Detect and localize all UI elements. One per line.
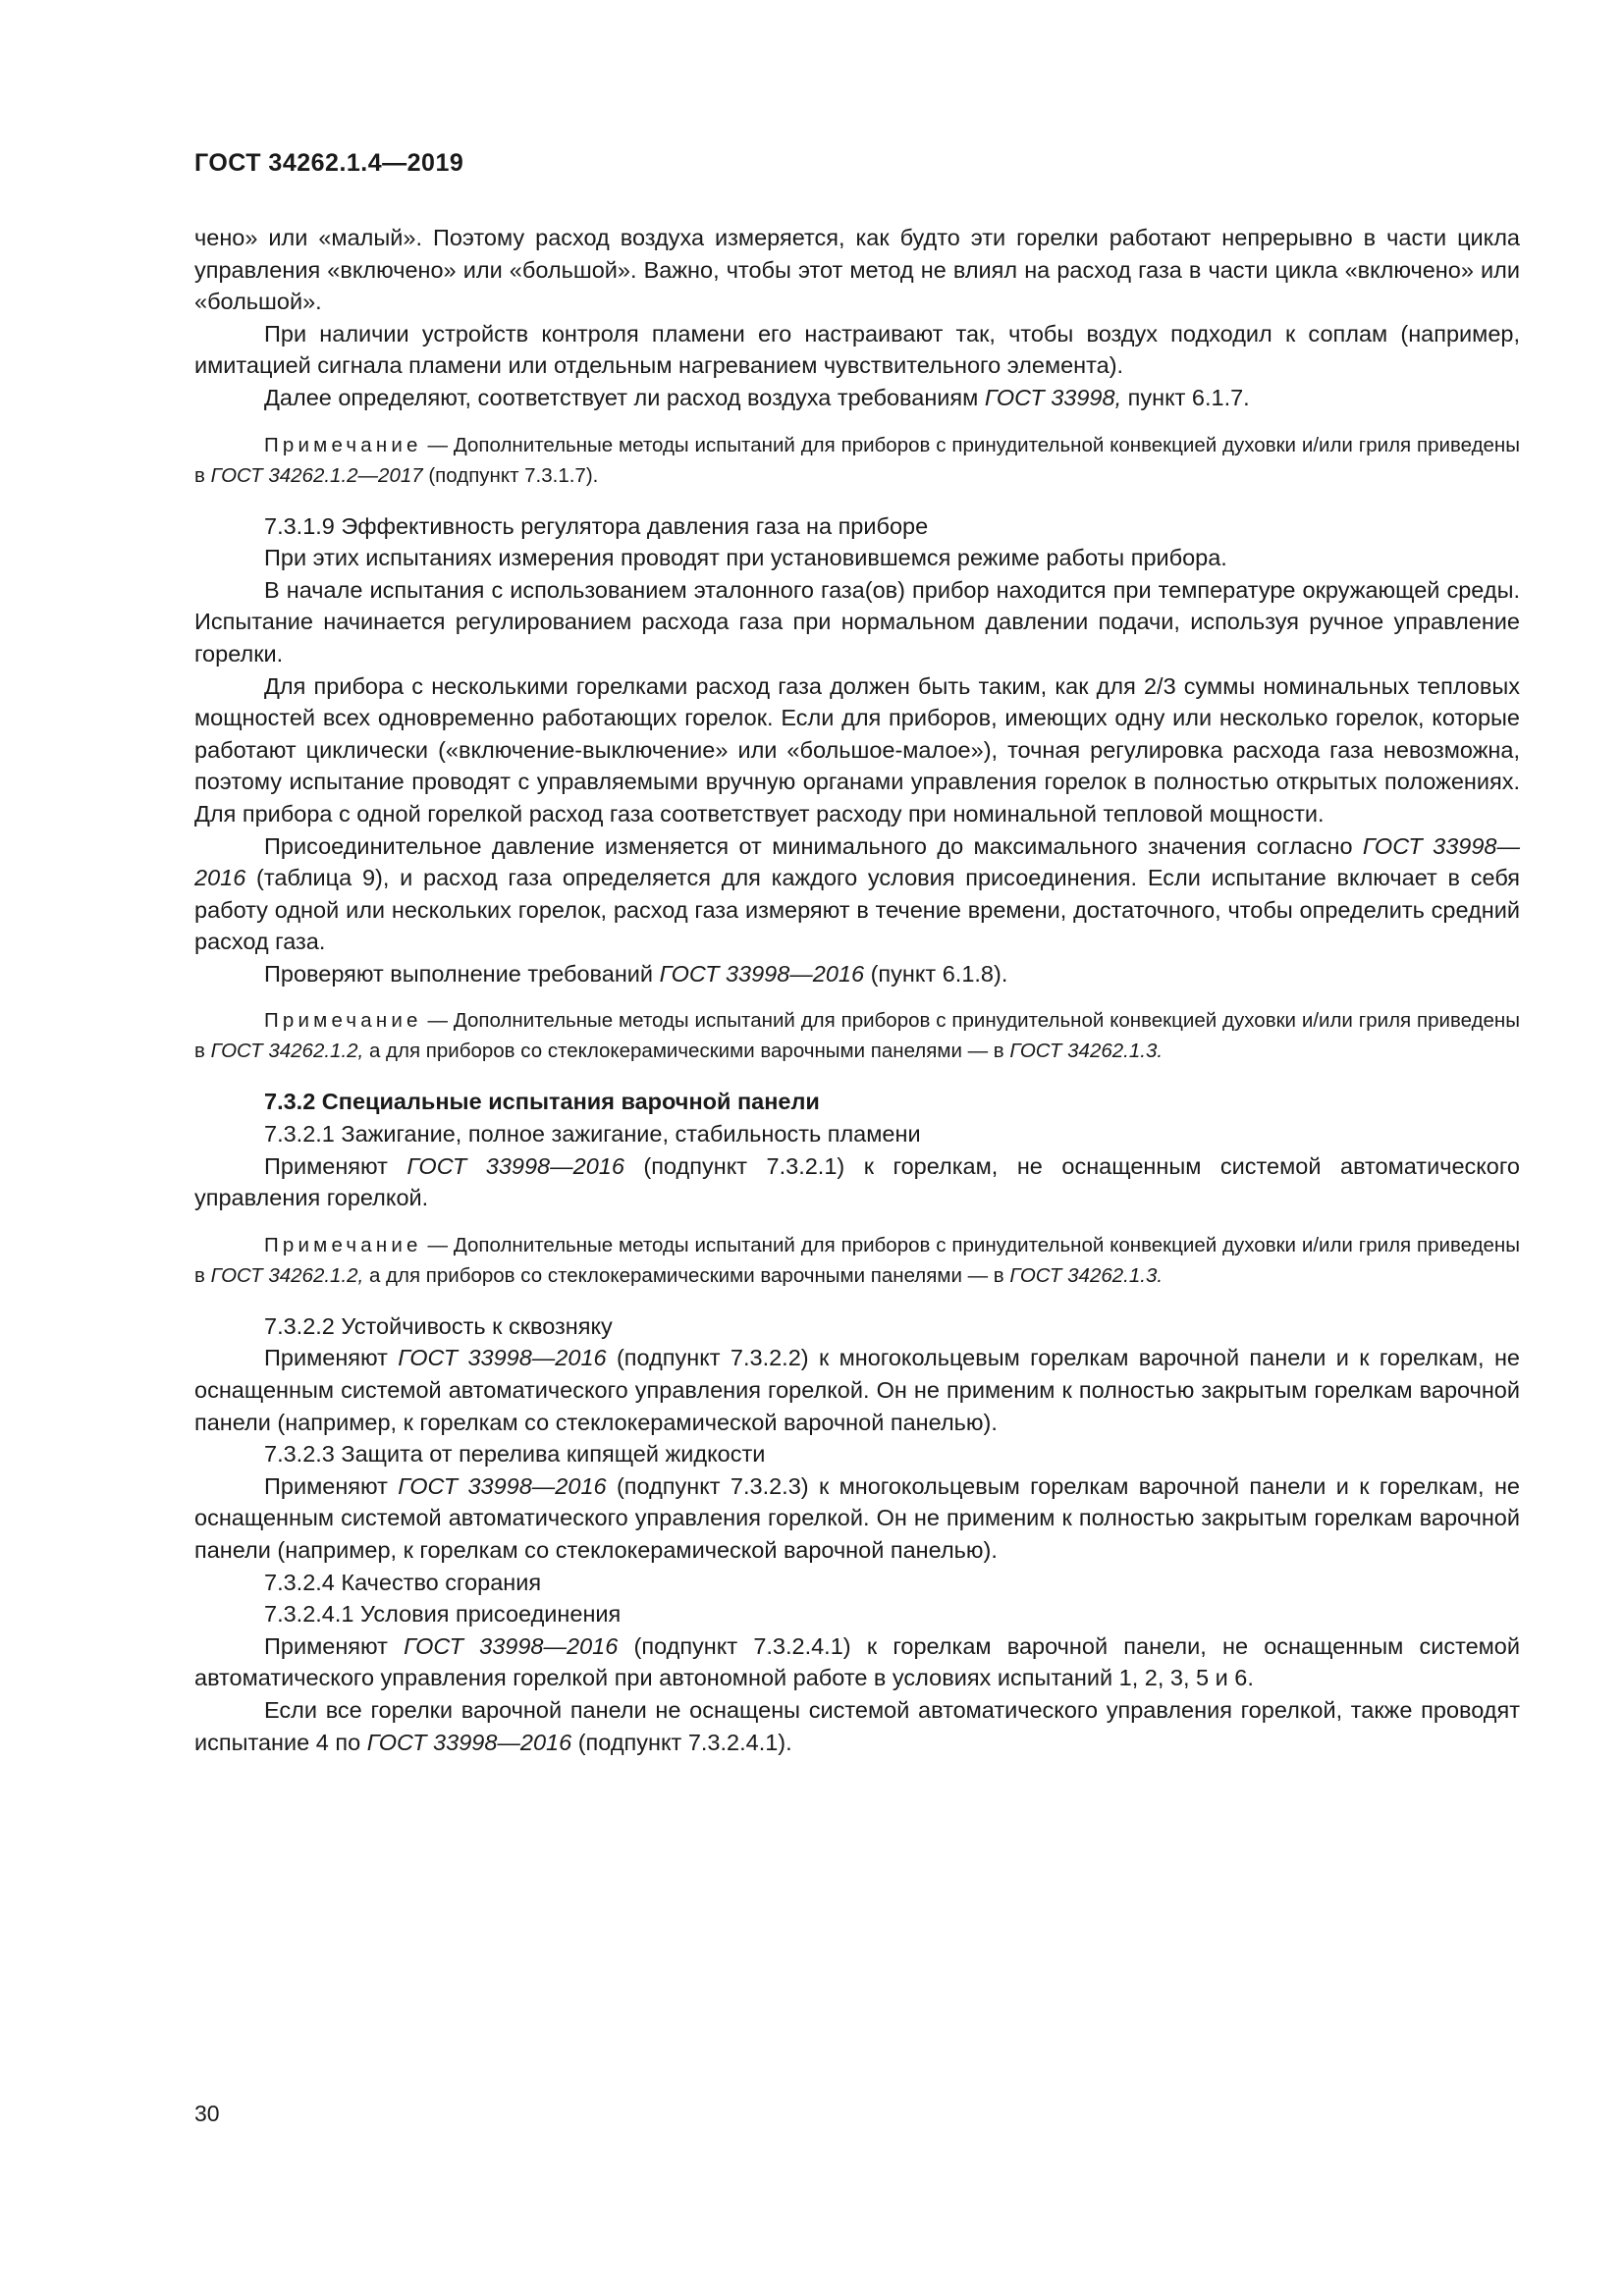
standard-reference: ГОСТ 34262.1.3. (1009, 1040, 1164, 1063)
note-label: Примечание (264, 1009, 422, 1033)
note-label: Примечание (264, 433, 422, 456)
note-1: Примечание — Дополнительные методы испытаний для приборов с принудительной конвекцией духовки и/или гриля приведены в ГОСТ 34262.1.2—2017 (подпункт 7.3.1.7). (194, 433, 1520, 487)
paragraph-test-start: В начале испытания с использованием эталонного газа(ов) прибор находится при температуре окружающей среды. Испытание начинается регулированием расхода газа при нормальном давлении подачи, используя ручное управление горелки. (194, 576, 1520, 667)
standard-reference: ГОСТ 33998—2016 (404, 1632, 619, 1659)
clause-7-3-2-2-title: 7.3.2.2 Устойчивость к сквозняку (264, 1312, 613, 1339)
standard-reference: ГОСТ 33998—2016 (194, 832, 1520, 891)
paragraph-steady-state: При этих испытаниях измерения проводят при установившемся режиме работы прибора. (264, 545, 1227, 571)
paragraph-connection-conditions: Применяют ГОСТ 33998—2016 (подпункт 7.3.2.4.1) к горелкам варочной панели, не оснащенным системой автоматического управления горелкой при автономной работе в условиях испытаний 1, 2, 3, 5 и 6. (194, 1632, 1521, 1691)
paragraph-supply-pressure: Присоединительное давление изменяется от минимального до максимального значения согласно ГОСТ 33998—2016 (таблица 9), и расход газа определяется для каждого условия присоединения. Если испытание включает в себя работу одной или нескольких горелок, расход газа измеряют в течение времени, достаточного, чтобы определить средний расход газа. (194, 832, 1520, 955)
note-label: Примечание (264, 1233, 422, 1256)
section-7-3-2-heading: 7.3.2 Специальные испытания варочной панели (264, 1089, 820, 1115)
paragraph-boil-over: Применяют ГОСТ 33998—2016 (подпункт 7.3.2.3) к многокольцевым горелкам варочной панели и к горелкам, не оснащенным системой автоматического управления горелкой. Он не применим к полностью закрытым горелкам варочной панели (например, к горелкам со стеклокерамической варочной панелью). (194, 1472, 1520, 1563)
clause-7-3-2-4-title: 7.3.2.4 Качество сгорания (264, 1569, 542, 1595)
clause-7-3-1-9-title: 7.3.1.9 Эффективность регулятора давления газа на приборе (264, 512, 929, 539)
document-body (194, 222, 1520, 1758)
standard-reference: ГОСТ 34262.1.3. (1009, 1263, 1164, 1287)
clause-7-3-2-3-title: 7.3.2.3 Защита от перелива кипящей жидкости (264, 1441, 766, 1468)
standard-reference: ГОСТ 33998—2016 (659, 960, 865, 987)
standard-reference: ГОСТ 34262.1.2, (210, 1263, 364, 1287)
paragraph-multiple-burners: Для прибора с несколькими горелками расход газа должен быть таким, как для 2/3 суммы номинальных тепловых мощностей всех одновременно работающих горелок. Если для приборов, имеющих одну или несколько горелок, которые работают циклически («включение-выключение» или «большое-малое»), точная регулировка расхода газа невозможна, поэтому испытание проводят с управляемыми вручную органами управления горелок в полностью открытых положениях. Для прибора с одной горелкой расход газа соответствует расходу при номинальной тепловой мощности. (194, 672, 1520, 827)
paragraph-flame-control: При наличии устройств контроля пламени его настраивают так, чтобы воздух подходил к соплам (например, имитацией сигнала пламени или отдельным нагреванием чувствительного элемента). (194, 320, 1520, 379)
standard-reference: ГОСТ 33998—2016 (398, 1345, 607, 1371)
paragraph-verify-requirements: Проверяют выполнение требований ГОСТ 33998—2016 (пункт 6.1.8). (264, 960, 1008, 987)
paragraph-test-4: Если все горелки варочной панели не оснащены системой автоматического управления горелкой, также проводят испытание 4 по ГОСТ 33998—2016 (подпункт 7.3.2.4.1). (194, 1696, 1520, 1755)
paragraph-air-flow-check: Далее определяют, соответствует ли расход воздуха требованиям ГОСТ 33998, пункт 6.1.7. (264, 384, 1250, 410)
standard-reference: ГОСТ 33998—2016 (366, 1729, 572, 1755)
standard-reference: ГОСТ 34262.1.2, (210, 1040, 364, 1063)
note-2: Примечание — Дополнительные методы испытаний для приборов с принудительной конвекцией духовки и/или гриля приведены в ГОСТ 34262.1.2, а для приборов со стеклокерамическими варочными панелями — в ГОСТ 34262.1.3. (194, 1009, 1520, 1063)
standard-reference: ГОСТ 33998—2016 (406, 1152, 624, 1179)
page-number: 30 (194, 2101, 220, 2126)
paragraph-draught-resistance: Применяют ГОСТ 33998—2016 (подпункт 7.3.2.2) к многокольцевым горелкам варочной панели и к горелкам, не оснащенным системой автоматического управления горелкой. Он не применим к полностью закрытым горелкам варочной панели (например, к горелкам со стеклокерамической варочной панелью). (194, 1345, 1520, 1435)
standard-reference: ГОСТ 33998—2016 (398, 1472, 607, 1499)
paragraph-continuation: чено» или «малый». Поэтому расход воздуха измеряется, как будто эти горелки работают непрерывно в части цикла управления «включено» или «большой». Важно, чтобы этот метод не влиял на расход газа в части цикла «включено» или «большой». (194, 225, 1520, 315)
clause-7-3-2-4-1-title: 7.3.2.4.1 Условия присоединения (264, 1601, 622, 1628)
clause-7-3-2-1-title: 7.3.2.1 Зажигание, полное зажигание, стабильность пламени (264, 1121, 921, 1148)
document-header: ГОСТ 34262.1.4—2019 (194, 149, 464, 177)
paragraph-ignition: Применяют ГОСТ 33998—2016 (подпункт 7.3.2.1) к горелкам, не оснащенным системой автоматического управления горелкой. (194, 1152, 1521, 1211)
standard-reference: ГОСТ 34262.1.2—2017 (210, 463, 423, 487)
standard-reference: ГОСТ 33998, (984, 384, 1122, 410)
note-3: Примечание — Дополнительные методы испытаний для приборов с принудительной конвекцией духовки и/или гриля приведены в ГОСТ 34262.1.2, а для приборов со стеклокерамическими варочными панелями — в ГОСТ 34262.1.3. (194, 1233, 1520, 1287)
